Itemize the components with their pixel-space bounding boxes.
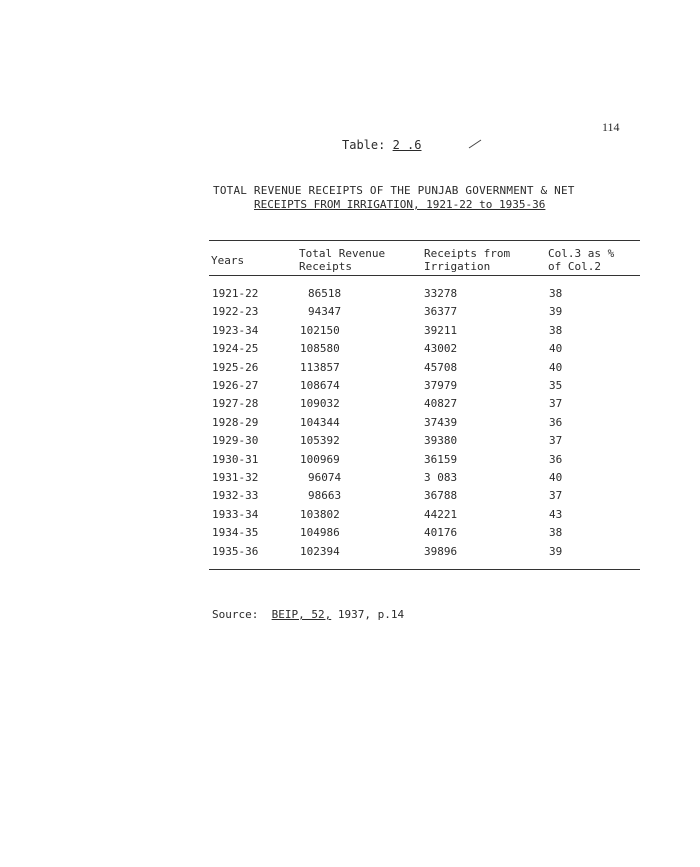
cell-year: 1933-34 [212,507,259,521]
table-row [0,416,700,435]
cell-year: 1932-33 [212,489,259,503]
column-header-irrigation [424,247,510,273]
column-header-years: Years [211,254,245,267]
table-row [0,434,700,453]
source-note [212,608,404,621]
cell-year: 1931-32 [212,471,259,484]
cell-percent: 35 [549,379,563,392]
cell-total-revenue: 86518 [308,287,342,300]
column-header-irrigation-line-1: Receipts from [424,247,511,260]
column-header-percent-line-1: Col.3 as % [548,247,615,260]
cell-irrigation-receipts: 44221 [424,507,458,521]
cell-irrigation-receipts: 39211 [424,323,458,337]
cell-percent: 39 [549,305,563,319]
table-bottom-rule [209,569,640,570]
table-row [0,305,700,324]
table-row [0,342,700,361]
cell-irrigation-receipts: 36377 [424,305,458,319]
table-row [0,397,700,416]
cell-total-revenue: 104986 [300,526,340,540]
cell-irrigation-receipts: 37439 [424,415,458,429]
cell-irrigation-receipts: 39380 [424,434,458,448]
cell-year: 1927-28 [212,397,259,411]
cell-total-revenue: 102394 [300,544,340,558]
cell-total-revenue: 103802 [300,507,340,521]
cell-total-revenue: 105392 [300,434,340,448]
source-reference: BEIP, 52, [271,608,332,621]
source-year-page: 1937, p.14 [337,608,405,621]
cell-year: 1922-23 [212,305,259,319]
cell-year: 1925-26 [212,360,259,374]
cell-irrigation-receipts: 40176 [424,526,458,540]
cell-total-revenue: 113857 [300,360,340,374]
table-row [0,324,700,343]
cell-irrigation-receipts: 37979 [424,379,458,392]
cell-irrigation-receipts: 33278 [424,287,458,300]
cell-percent: 40 [549,471,563,484]
cell-percent: 38 [549,323,563,337]
table-top-rule [209,240,640,241]
table-number: 2 .6 [392,138,422,152]
cell-total-revenue: 94347 [308,305,342,319]
table-label-prefix: Table: [342,138,386,152]
cell-percent: 37 [549,489,563,503]
table-row [0,508,700,527]
column-header-total-revenue-line-2: Receipts [299,260,352,273]
column-header-percent-line-2: of Col.2 [548,260,601,273]
column-header-total-revenue-line-1: Total Revenue [299,247,386,260]
cell-percent: 37 [549,434,563,448]
cell-irrigation-receipts: 36159 [424,452,458,466]
cell-irrigation-receipts: 36788 [424,489,458,503]
cell-total-revenue: 102150 [300,323,340,337]
cell-year: 1921-22 [212,287,259,300]
cell-total-revenue: 109032 [300,397,340,411]
table-label [342,138,422,152]
column-header-irrigation-line-2: Irrigation [424,260,491,273]
cell-year: 1930-31 [212,452,259,466]
cell-total-revenue: 96074 [308,471,342,484]
cell-total-revenue: 108674 [300,379,340,392]
cell-percent: 37 [549,397,563,411]
source-label: Source: [212,608,259,621]
table-row [0,379,700,398]
table-row [0,545,700,564]
column-header-percent [548,247,614,273]
table-row [0,361,700,380]
cell-percent: 40 [549,342,563,356]
cell-year: 1935-36 [212,544,259,558]
table-row [0,471,700,490]
page-number: 114 [602,120,620,134]
cell-year: 1926-27 [212,379,259,392]
column-header-total-revenue [299,247,385,273]
cell-year: 1934-35 [212,526,259,540]
cell-total-revenue: 108580 [300,342,340,356]
cell-year: 1928-29 [212,415,259,429]
cell-percent: 36 [549,452,563,466]
cell-percent: 40 [549,360,563,374]
table-row [0,453,700,472]
cell-irrigation-receipts: 40827 [424,397,458,411]
table-heading-line-2: RECEIPTS FROM IRRIGATION, 1921-22 to 1935-36 [254,198,546,211]
cell-year: 1929-30 [212,434,259,448]
cell-year: 1924-25 [212,342,259,356]
cell-percent: 38 [549,526,563,540]
cell-percent: 38 [549,287,563,300]
cell-total-revenue: 100969 [300,452,340,466]
cell-irrigation-receipts: 43002 [424,342,458,356]
cell-irrigation-receipts: 3 083 [424,471,458,484]
table-row [0,287,700,306]
cell-irrigation-receipts: 39896 [424,544,458,558]
cell-year: 1923-34 [212,323,259,337]
pen-tick-mark-icon [468,139,482,149]
table-row [0,489,700,508]
cell-percent: 36 [549,415,563,429]
table-header-rule [209,275,640,276]
cell-total-revenue: 104344 [300,415,340,429]
cell-percent: 39 [549,544,563,558]
cell-irrigation-receipts: 45708 [424,360,458,374]
table-row [0,526,700,545]
cell-percent: 43 [549,507,563,521]
cell-total-revenue: 98663 [308,489,342,503]
table-heading-line-1: TOTAL REVENUE RECEIPTS OF THE PUNJAB GOVERNMENT & NET [213,184,575,197]
